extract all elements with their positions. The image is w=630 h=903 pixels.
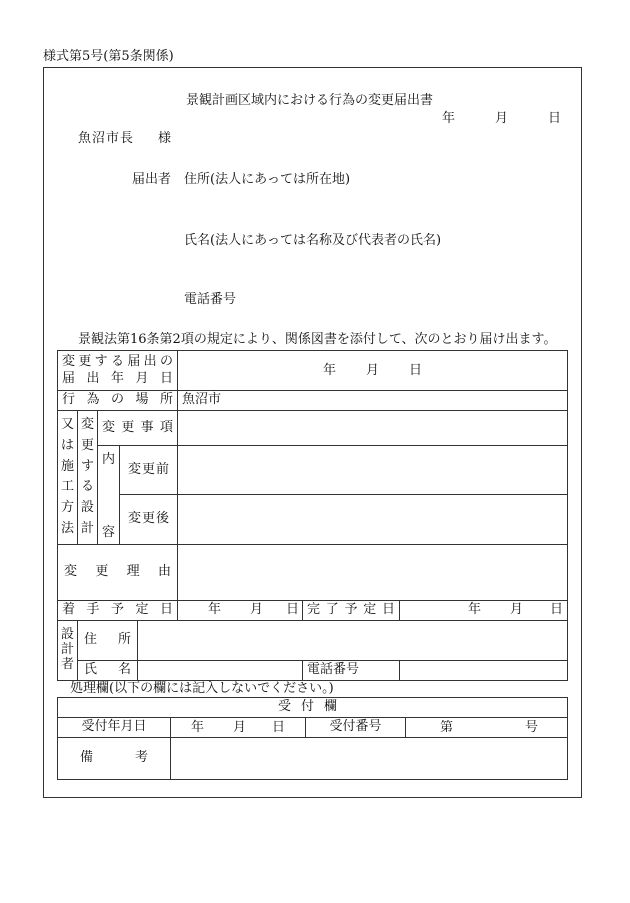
end-date-value[interactable]: 年 月 日	[400, 600, 568, 620]
before-value[interactable]	[178, 446, 568, 495]
reason-row	[58, 544, 568, 600]
after-value[interactable]	[178, 495, 568, 544]
form-number: 様式第5号(第5条関係)	[43, 49, 174, 64]
designer-address-value[interactable]	[138, 620, 568, 660]
date-year: 年	[442, 111, 456, 126]
reception-table	[57, 697, 568, 780]
location-row	[58, 391, 568, 411]
processing-note: 処理欄(以下の欄には記入しないでください。)	[70, 681, 334, 696]
addressee-honorific: 様	[158, 131, 172, 146]
reception-number-label: 受付番号	[306, 718, 406, 738]
content-column: 内 容	[98, 446, 120, 545]
date-day: 日	[548, 111, 562, 126]
notification-table	[57, 350, 568, 681]
reception-date-value[interactable]: 年 月 日	[171, 718, 306, 738]
method-column-1: 又 は 施 工 方 法	[58, 411, 78, 545]
designer-name-row	[58, 660, 568, 680]
before-row	[58, 446, 568, 495]
reception-header: 受付欄	[58, 698, 568, 718]
method-column-2: 変 更 す る 設 計	[78, 411, 98, 545]
change-items-value[interactable]	[178, 411, 568, 446]
change-items-label: 変更事項	[98, 411, 178, 446]
date-month: 月	[495, 111, 509, 126]
applicant-name-label: 氏名(法人にあっては名称及び代表者の氏名)	[184, 233, 442, 248]
start-date-label: 着手予定日	[58, 600, 178, 620]
designer-address-label: 住所	[78, 620, 138, 660]
location-value[interactable]: 魚沼市	[178, 391, 568, 411]
prior-notice-date-label: 変更する届出の 届出年月日	[58, 351, 178, 391]
designer-column: 設 計 者	[58, 620, 78, 680]
designer-phone-label: 電話番号	[303, 660, 400, 680]
designer-address-row	[58, 620, 568, 660]
reception-number-value[interactable]: 第 号	[406, 718, 568, 738]
addressee-name: 魚沼市長	[78, 131, 135, 146]
statement: 景観法第16条第2項の規定により、関係図書を添付して、次のとおり届け出ます。	[78, 332, 557, 347]
reception-date-label: 受付年月日	[58, 718, 171, 738]
applicant-label: 届出者	[132, 172, 172, 187]
schedule-row	[58, 600, 568, 620]
location-label: 行為の場所	[58, 391, 178, 411]
form-title: 景観計画区域内における行為の変更届出書	[186, 93, 434, 108]
end-date-label: 完了予定日	[303, 600, 400, 620]
reason-value[interactable]	[178, 544, 568, 600]
prior-notice-row	[58, 351, 568, 391]
applicant-phone-label: 電話番号	[184, 292, 237, 307]
after-row	[58, 495, 568, 544]
before-label: 変更前	[120, 446, 178, 495]
reason-label: 変更理由	[58, 544, 178, 600]
designer-name-label: 氏名	[78, 660, 138, 680]
after-label: 変更後	[120, 495, 178, 544]
prior-notice-date-value[interactable]: 年 月 日	[178, 351, 568, 391]
designer-phone-value[interactable]	[400, 660, 568, 680]
applicant-address-label: 住所(法人にあっては所在地)	[184, 172, 351, 187]
change-items-row	[58, 411, 568, 446]
start-date-value[interactable]: 年 月 日	[178, 600, 303, 620]
remarks-value[interactable]	[171, 738, 568, 780]
designer-name-value[interactable]	[138, 660, 303, 680]
remarks-label: 備考	[58, 738, 171, 780]
